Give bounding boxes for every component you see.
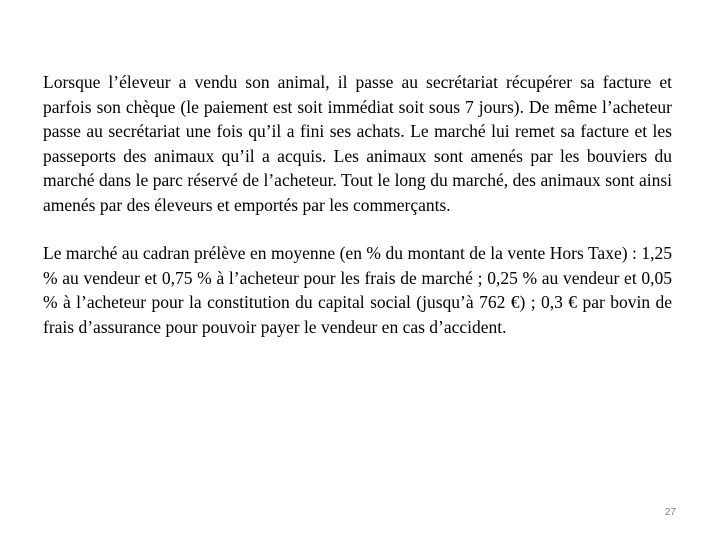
slide-body <box>43 70 672 339</box>
paragraph-market-fees: Le marché au cadran prélève en moyenne (en % du montant de la vente Hors Taxe) : 1,25 % au vendeur et 0,75 % à l’acheteur pour les frais de marché ; 0,25 % au vendeur et 0,05 % à l’acheteur pour la constitution du capital social (jusqu’à 762 €) ; 0,3 € par bovin de frais d’assurance pour pouvoir payer le vendeur en cas d’accident. <box>43 243 672 337</box>
page-number: 27 <box>664 507 676 518</box>
paragraph-sale-process: Lorsque l’éleveur a vendu son animal, il passe au secrétariat récupérer sa facture et parfois son chèque (le paiement est soit immédiat soit sous 7 jours). De même l’acheteur passe au secrétariat une fois qu’il a fini ses achats. Le marché lui remet sa facture et les passeports des animaux qu’il a acquis. Les animaux sont amenés par les bouviers du marché dans le parc réservé de l’acheteur. Tout le long du marché, des animaux sont ainsi amenés par des éleveurs et emportés par les commerçants. <box>43 72 672 215</box>
